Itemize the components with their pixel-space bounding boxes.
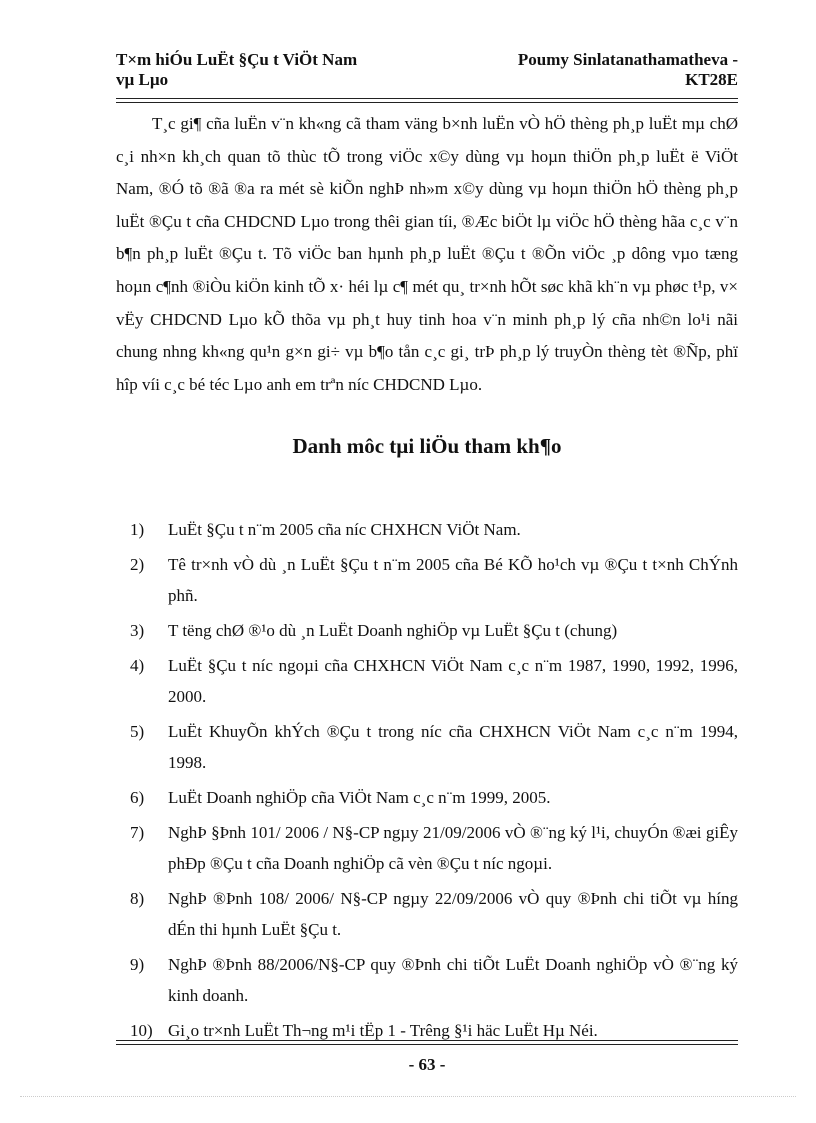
reference-text: LuËt §Çu t n¨m 2005 cña níc CHXHCN ViÖt Nam. — [168, 520, 521, 539]
header-author — [438, 50, 738, 90]
reference-item — [116, 949, 738, 1011]
reference-item — [116, 549, 738, 611]
reference-number: 9) — [130, 955, 145, 974]
header-divider — [116, 98, 738, 103]
reference-number: 3) — [130, 621, 145, 640]
reference-number: 7) — [130, 823, 145, 842]
reference-item — [116, 650, 738, 712]
footer-divider — [116, 1040, 738, 1045]
reference-text: LuËt §Çu t níc ngoµi cña CHXHCN ViÖt Nam c¸c n¨m 1987, 1990, 1992, 1996, 2000. — [168, 656, 738, 706]
reference-text: LuËt KhuyÕn khÝch ®Çu t trong níc cña CHXHCN ViÖt Nam c¸c n¨m 1994, 1998. — [168, 722, 738, 772]
page-edge-line — [20, 1096, 796, 1097]
reference-text: LuËt Doanh nghiÖp cña ViÖt Nam c¸c n¨m 1999, 2005. — [168, 788, 551, 807]
reference-number: 1) — [130, 520, 145, 539]
reference-number: 2) — [130, 555, 145, 574]
reference-number: 10) — [130, 1021, 153, 1040]
header-author-line-1: Poumy Sinlatanathamatheva - — [517, 50, 738, 69]
reference-number: 5) — [130, 722, 145, 741]
intro-paragraph: T¸c gi¶ cña luËn v¨n kh«ng cã tham väng b×nh luËn vÒ hÖ thèng ph¸p luËt mµ chØ c¸i nh×n kh¸ch quan tõ thùc tÕ trong viÖc x©y dùng vµ hoµn thiÖn ph¸p luËt ë ViÖt Nam, ®Ó tõ ®ã ®a ra mét sè kiÕn nghÞ nh»m x©y dùng vµ hoµn thiÖn hÖ thèng ph¸p luËt ®Çu t cña CHDCND Lµo trong thêi gian tíi, ®Æc biÖt lµ viÖc hÖ thèng hãa c¸c v¨n b¶n ph¸p luËt ®Çu t. Tõ viÖc ban hµnh ph¸p luËt ®Çu t ®Õn viÖc ¸p dông vµo tæng hoµn c¶nh ®iÒu kiÖn kinh tÕ x· héi lµ c¶ mét qu¸ tr×nh hÕt søc khã kh¨n vµ phøc t¹p, v× vËy CHDCND Lµo kÕ thõa vµ ph¸t huy tinh hoa v¨n minh ph¸p lý cña nh©n lo¹i nãi chung nhng kh«ng qu¹n g×n gi÷ vµ b¶o tån c¸c gi¸ trÞ ph¸p lý truyÒn thèng tèt ®Ñp, phï hîp víi c¸c bé téc Lµo anh em trªn níc CHDCND Lµo. — [116, 114, 738, 394]
reference-number: 6) — [130, 788, 145, 807]
reference-item — [116, 817, 738, 879]
reference-list — [116, 514, 738, 1050]
reference-text: NghÞ ®Þnh 108/ 2006/ N§-CP ngµy 22/09/2006 vÒ quy ®Þnh chi tiÕt vµ híng dÉn thi hµnh LuËt §Çu t. — [168, 889, 738, 939]
reference-number: 8) — [130, 889, 145, 908]
reference-item — [116, 782, 738, 813]
header-document-title — [116, 50, 416, 90]
page-number: - 63 - — [408, 1055, 446, 1074]
reference-item — [116, 716, 738, 778]
header-title-line-1: T×m hiÓu LuËt §Çu t ViÖt Nam — [116, 50, 358, 69]
reference-text: T tëng chØ ®¹o dù ¸n LuËt Doanh nghiÖp vµ LuËt §Çu t (chung) — [168, 621, 618, 640]
header-title-line-2: vµ Lµo — [116, 70, 169, 89]
reference-text: Gi¸o tr×nh LuËt Th¬ng m¹i tËp 1 - Trêng §¹i häc LuËt Hµ Néi. — [168, 1021, 598, 1040]
reference-item — [116, 615, 738, 646]
header-author-line-2: KT28E — [685, 70, 738, 89]
reference-text: Tê tr×nh vÒ dù ¸n LuËt §Çu t n¨m 2005 cña Bé KÕ ho¹ch vµ ®Çu t t×nh ChÝnh phñ. — [168, 555, 738, 605]
section-title: Danh môc tµi liÖu tham kh¶o — [292, 434, 562, 458]
reference-text: NghÞ §Þnh 101/ 2006 / N§-CP ngµy 21/09/2006 vÒ ®¨ng ký l¹i, chuyÓn ®æi giÊy phÐp ®Çu t cña Doanh nghiÖp cã vèn ®Çu t níc ngoµi. — [168, 823, 738, 873]
reference-text: NghÞ ®Þnh 88/2006/N§-CP quy ®Þnh chi tiÕt LuËt Doanh nghiÖp vÒ ®¨ng ký kinh doanh. — [168, 955, 738, 1005]
reference-item — [116, 514, 738, 545]
page-header — [116, 50, 738, 92]
reference-item — [116, 883, 738, 945]
reference-number: 4) — [130, 656, 145, 675]
